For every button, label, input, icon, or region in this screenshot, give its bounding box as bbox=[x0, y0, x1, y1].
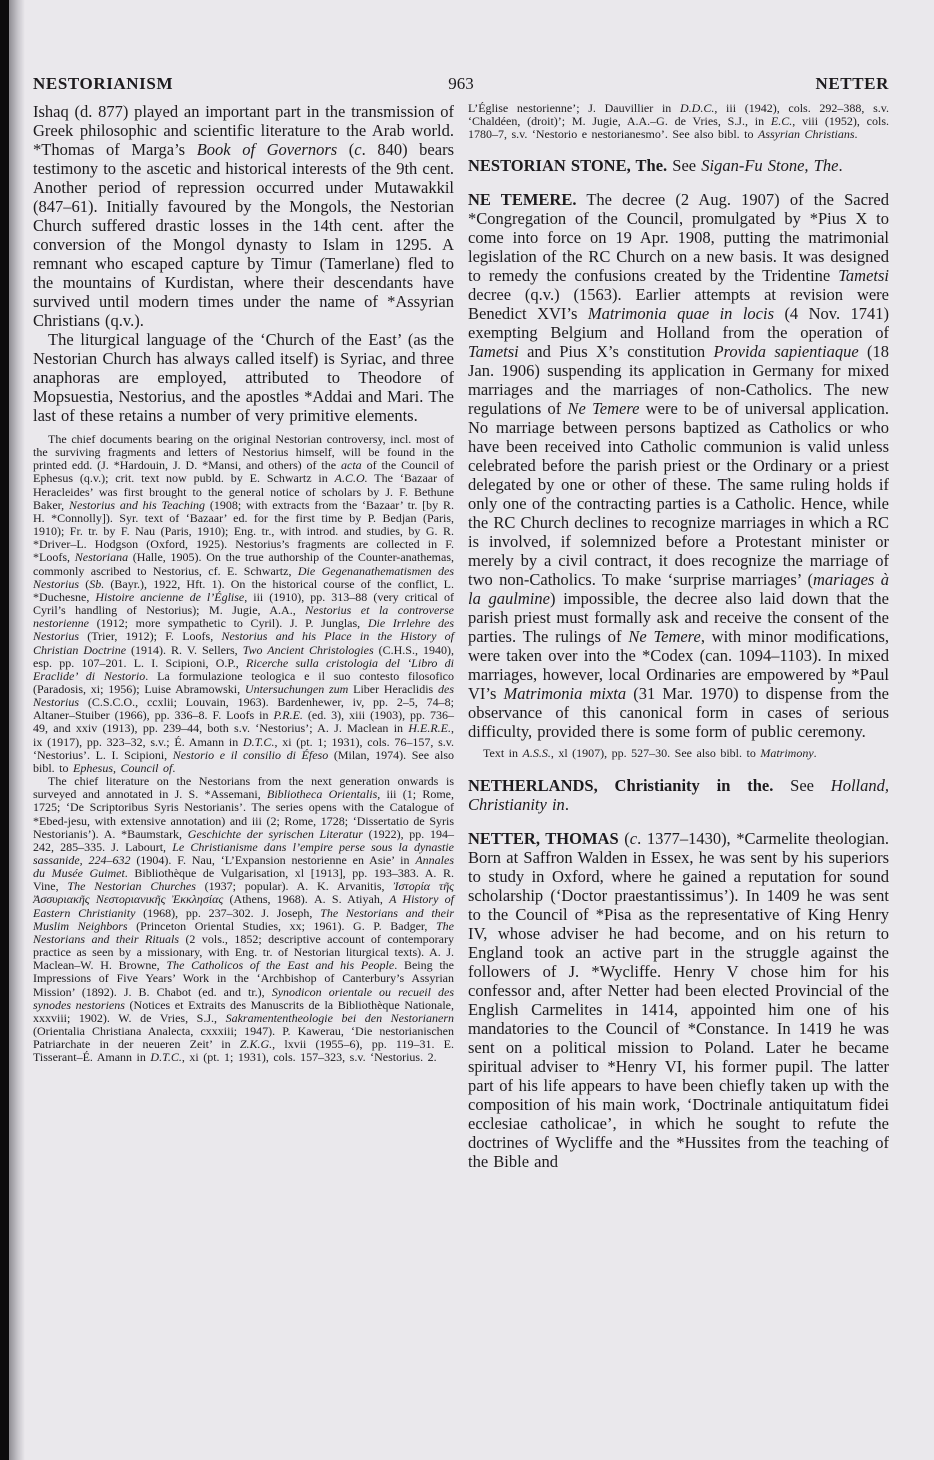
page-number: 963 bbox=[448, 74, 474, 93]
text-segment: See bbox=[773, 775, 831, 795]
running-head bbox=[33, 74, 889, 93]
text-segment: Two Ancient Christologies bbox=[242, 642, 374, 657]
page-gutter-shadow bbox=[9, 0, 25, 1460]
entry-netherlands bbox=[468, 776, 889, 814]
text-segment: Nestorius and his Place in the History of Christian Doctrine bbox=[33, 629, 454, 657]
text-segment: Die Gegenanathematismen des Nestorius bbox=[33, 563, 455, 591]
text-segment: . La formulazione teologica e il suo contesto filosofico (Paradosis, xi; 1956); Luise Abramowski, bbox=[33, 668, 454, 696]
text-segment: decree (q.v.) (1563). Earlier attempts at revision were Benedict XVI’s bbox=[468, 285, 889, 324]
text-segment: , iii (1910), pp. 313–88 (very critical of Cyril’s handling of Nestorius); M. Jugie, A.A., bbox=[33, 589, 454, 618]
text-segment: ) impossible, the decree also laid down that the parish priest must formally ask and receive the consent of the parties. The rulings of bbox=[468, 589, 889, 647]
text-segment: . 840) bears testimony to the ascetic and historical interests of the 9th cent. Another period of repression occurred under Mutawakkil (847–61). Initially favoured by the Mongols, the Nestorian Church suffered drastic losses in the 14th cent. after the conversion of the Mongol dynasty to Islam in 1295. A remnant who escaped capture by Timur (Tamerlane) fled to the mountains of Kurdistan, where their descendants have survived until modern times under the name of *Assyrian Christians (q.v.). bbox=[33, 140, 455, 330]
text-segment: (1937; popular). A. K. Arvanitis, bbox=[195, 879, 394, 894]
text-segment: Book of Governors bbox=[196, 140, 338, 159]
text-segment: Liber Heraclidis bbox=[348, 681, 438, 696]
text-segment: mariages à la gaulmine bbox=[468, 570, 889, 609]
text-segment: Nestorius and his Teaching bbox=[69, 497, 206, 512]
text-segment: Matrimonia mixta bbox=[503, 684, 627, 704]
left-column bbox=[33, 102, 454, 1171]
text-segment: ( bbox=[337, 140, 355, 159]
text-segment: The ‘Bazaar of Heracleides’ was first brought to the general notice of scholars by J. F. Bethune Baker, bbox=[33, 471, 454, 512]
text-segment: Nestorius et la controverse nestorienne bbox=[33, 603, 454, 631]
text-segment: , xi (pt. 1; 1931), cols. 76–157, s.v. ‘Nestorius’. L. I. Scipioni, bbox=[33, 734, 454, 762]
right-column bbox=[468, 102, 889, 1171]
text-segment: ( bbox=[618, 828, 630, 848]
text-segment: (1912; more sympathetic to Cyril). J. P. Junglas, bbox=[89, 616, 368, 631]
text-segment: , viii (1952), cols. 1780–7, s.v. ‘Nestorio e nestorianesmo’. See also bibl. to bbox=[468, 114, 889, 142]
text-segment: Ne Temere bbox=[567, 399, 640, 419]
text-segment: (2 vols., 1852; descriptive account of contemporary practice as seen by a missionary, with Eng. tr. of Nestorian liturgical texts). A. J. Maclean–W. H. Browne, bbox=[33, 931, 454, 973]
text-segment: Ishaq (d. 877) played an important part in the transmission of Greek philosophic and scientific literature to the Arab world. *Thomas of Marga’s bbox=[33, 102, 454, 159]
text-segment: and Pius X’s constitution bbox=[518, 342, 714, 362]
text-segment: (Athens, 1968). A. S. Atiyah, bbox=[223, 892, 390, 907]
text-columns bbox=[33, 102, 889, 1171]
text-segment: Text in bbox=[483, 746, 523, 761]
text-segment: Die Irrlehre des Nestorius bbox=[33, 616, 454, 644]
text-segment: des Nestorius bbox=[33, 681, 454, 710]
text-segment: c bbox=[629, 828, 638, 848]
text-segment: The chief literature on the Nestorians from the next generation onwards is surveyed and annotated in J. S. *Assemani, bbox=[33, 774, 454, 802]
text-segment: Ephesus, Council of bbox=[73, 760, 173, 775]
paragraph-ishaq-continuation bbox=[33, 102, 454, 330]
text-segment: (ed. 3), xiii (1903), pp. 736–49, and xxiv (1913), pp. 239–44, both s.v. ‘Nestorius’; A. J. Maclean in bbox=[33, 708, 455, 736]
text-segment: (1914). R. V. Sellers, bbox=[126, 642, 243, 657]
text-segment: were to be of universal application. No marriage between persons baptized as Catholics or who have been received into Catholic communion is valid unless celebrated before the parish priest or the Ordinary or a priest delegated by one or other of these. The same ruling holds if only one of the contracting parties is a Catholic. Hence, while the RC Church declines to recognize marriages in which a RC is involved, if solemnized before a Protestant minister or merely by a civil contract, it does recognize the marriage of two non-Catholics. To make ‘surprise marriages’ ( bbox=[468, 399, 890, 590]
text-segment: acta bbox=[341, 458, 362, 473]
text-segment: D.D.C. bbox=[679, 101, 715, 115]
text-segment: (1904). F. Nau, ‘L’Expansion nestorienne en Asie’ in bbox=[130, 853, 416, 867]
scan-left-edge bbox=[0, 0, 9, 1460]
text-segment: H.E.R.E. bbox=[408, 721, 451, 736]
text-segment: Ἰστορία τῆς Ἀσσυριακῆς Νεστοριανικῆς Ἐκκλησίας bbox=[33, 879, 455, 907]
text-segment: The Nestorian Churches bbox=[67, 879, 196, 894]
text-segment: (1922), pp. 194–242, 285–335. J. Labourt, bbox=[33, 826, 454, 854]
text-segment: Ne Temere bbox=[628, 627, 701, 647]
text-segment: , ix (1917), pp. 323–32, s.v.; É. Amann in bbox=[33, 721, 454, 749]
text-segment: , lxvii (1955–6), pp. 119–31. E. Tisserant–É. Amann in bbox=[33, 1037, 454, 1065]
text-segment: . bbox=[854, 127, 858, 142]
entry-netter bbox=[468, 829, 889, 1171]
running-head-right: NETTER bbox=[815, 74, 889, 93]
text-segment: Sakramententheologie bei den Nestorianern bbox=[225, 1010, 454, 1025]
bibliography-paragraph-1 bbox=[33, 433, 454, 775]
text-segment: The liturgical language of the ‘Church of the East’ (as the Nestorian Church has always called itself) is Syriac, and three anaphoras are employed, attributed to Theodore of Mopsuestia, Nestorius, and the apostles *Addai and Mari. The last of these retains a number of very primitive elements. bbox=[33, 330, 454, 425]
text-segment: (Halle, 1905). On the true authorship of the Counter-anathemas, commonly ascribed to Nestorius, cf. E. Schwartz, bbox=[33, 550, 454, 578]
text-segment: (31 Mar. 1970) to dispense from the observance of this canonical form in cases of serious difficulty, provided there is some form of public ceremony. bbox=[468, 684, 889, 742]
text-segment: Histoire ancienne de l’Église bbox=[95, 589, 245, 604]
text-segment: Nestorio e il consilio di Éfeso bbox=[172, 747, 329, 762]
text-segment: NETHERLANDS, Christianity in the. bbox=[468, 775, 774, 795]
text-segment: Sb. bbox=[89, 576, 105, 591]
text-segment: , xi (pt. 1; 1931), cols. 157–323, s.v. ‘Nestorius. 2. bbox=[181, 1050, 437, 1065]
entry-nestorian-stone bbox=[468, 156, 889, 175]
text-segment: (1968), pp. 237–302. J. Joseph, bbox=[135, 905, 321, 920]
text-segment: (Bayr.), 1922, Hft. 1). On the historical course of the conflict, L. *Duchesne, bbox=[33, 576, 454, 604]
text-segment: L’Église nestorienne’; J. Dauvillier in bbox=[468, 101, 680, 115]
text-segment: The decree (2 Aug. 1907) of the Sacred *Congregation of the Council, promulgated by *Pius X to come into force on 19 Apr. 1908, putting the matrimonial legislation of the RC Church on a new basis. It was designed to remedy the confusions created by the Tridentine bbox=[468, 190, 889, 286]
text-segment: Nestoriana bbox=[74, 550, 129, 565]
text-segment: Bibliotheca Orientalis bbox=[267, 787, 378, 802]
page-content bbox=[33, 74, 889, 1171]
text-segment: A.S.S. bbox=[522, 746, 551, 761]
text-segment: NE TEMERE. bbox=[468, 190, 577, 210]
text-segment: . Bibliothèque de Vulgarisation, xl [1913], pp. 193–383. A. R. Vine, bbox=[33, 866, 454, 894]
text-segment: (Milan, 1974). See also bibl. to bbox=[33, 747, 455, 775]
text-segment: . bbox=[813, 746, 817, 761]
text-segment: , iii (1942), cols. 292–388, s.v. ‘Chaldéen, (droit)’; M. Jugie, A.A.–G. de Vries, S.J., in bbox=[468, 101, 890, 129]
text-segment: Z.K.G. bbox=[239, 1037, 273, 1052]
text-segment: The chief documents bearing on the original Nestorian controversy, incl. most of the surviving fragments and letters of Nestorius himself, will be found in the printed edd. (J. *Hardouin, J. D. *Mansi, and others) of the bbox=[33, 432, 454, 473]
text-segment: NESTORIAN STONE, The. bbox=[468, 156, 668, 176]
text-segment: D.T.C. bbox=[242, 734, 275, 749]
text-segment: , with minor modifications, were taken over into the *Codex (can. 1094–1103). In mixed marriages, however, local Ordinaries are empowered by *Paul VI’s bbox=[468, 627, 890, 704]
text-segment: P.R.E. bbox=[273, 708, 303, 723]
text-segment: ( bbox=[79, 576, 90, 591]
text-segment: Annales du Musée Guimet bbox=[33, 853, 454, 881]
text-segment: Provida sapientiaque bbox=[713, 342, 859, 362]
text-segment: A History of Eastern Christianity bbox=[33, 892, 455, 920]
text-segment: , iii (1; Rome, 1725; ‘De Scriptoribus Syris Nestorianis’. The series opens with the Catalogue of *Ebed-jesu, with extensive annotation) and iii (2; Rome, 1728; ‘Dissertatio de Syris Nestorianis’). A. *Baumstark, bbox=[33, 787, 454, 841]
text-segment: , xl (1907), pp. 527–30. See also bibl. to bbox=[550, 746, 761, 761]
paragraph-liturgical-language bbox=[33, 330, 454, 425]
text-segment: (1908; with extracts from the ‘Bazaar’ tr. [by R. H. *Connolly]). Syr. text of ‘Bazaar’ ed. for the first time by P. Bedjan (Paris, 1910); Fr. tr. by F. Nau (Paris, 1910); Eng. tr., with introd. and studies, by G. R. *Driver–L. Hodgson (Oxford, 1925). Nestorius’s fragments are collected in F. *Loofs, bbox=[33, 497, 454, 565]
text-segment: (4 Nov. 1741) exempting Belgium and Holland from the operation of bbox=[468, 304, 889, 343]
text-segment: Le Christianisme dans l’empire perse sous la dynastie sassanide, 224–632 bbox=[33, 839, 455, 867]
text-segment: D.T.C. bbox=[150, 1050, 182, 1065]
text-segment: Holland, Christianity in bbox=[468, 775, 890, 814]
text-segment: Matrimonia quae in locis bbox=[587, 304, 775, 324]
text-segment: (18 Jan. 1906) suspending its application in Germany for mixed marriages and the marriages of non-Catholics. The new regulations of bbox=[468, 342, 890, 419]
text-segment: Geschichte der syrischen Literatur bbox=[187, 826, 363, 841]
text-segment: c bbox=[354, 140, 362, 159]
text-segment: The Catholicos of the East and his People bbox=[166, 958, 395, 973]
entry-ne-temere bbox=[468, 190, 889, 741]
running-head-left: NESTORIANISM bbox=[33, 74, 174, 93]
bibliography-paragraph-2 bbox=[33, 775, 454, 1064]
text-segment: . bbox=[172, 760, 176, 775]
text-segment: Assyrian Christians bbox=[758, 127, 855, 142]
text-segment: Sigan-Fu Stone, The bbox=[701, 156, 839, 176]
text-segment: E.C. bbox=[770, 114, 793, 129]
text-segment: Tametsi bbox=[838, 266, 889, 286]
text-segment: (Trier, 1912); F. Loofs, bbox=[79, 629, 222, 644]
text-segment: Tametsi bbox=[468, 342, 519, 362]
text-segment: The Nestorians and their Muslim Neighbors bbox=[33, 905, 455, 933]
text-segment: The Nestorians and their Rituals bbox=[33, 918, 454, 946]
text-segment: Ricerche sulla cristologia del ‘Libro di Eraclide’ di Nestorio bbox=[33, 655, 454, 683]
text-segment: . Being the Impressions of Five Years’ Work in the ‘Archbishop of Canterbury’s Assyrian Mission’ (1892). J. B. Chabot (ed. and tr.), bbox=[33, 958, 454, 999]
text-segment: Synodicon orientale ou recueil des synodes nestoriens bbox=[33, 984, 454, 1012]
text-segment: . 1377–1430), *Carmelite theologian. Born at Saffron Walden in Essex, he was sent by his superiors to study in Oxford, where he gained a reputation for sound scholarship (‘Doctor praestantissimus’). In 1409 he was sent to the Council of *Pisa as the representative of King Henry IV, whose adviser he had become, and on his return to England took an active part in the struggle against the followers of J. *Wycliffe. Henry V chose him for his confessor and, after Netter had been elected Provincial of the English Carmelites in 1414, appointed him one of his mandatories to the Council of *Constance. In 1419 he was sent on a political mission to Poland. Later he became spiritual adviser to *Henry VI, his former pupil. The latter part of his life appears to have been chiefly taken up with the composition of his main work, ‘Doctrinale antiquitatum fidei ecclesiae catholicae’, in which he sought to refute the doctrines of Wycliffe and the *Hussites from the teaching of the Bible and bbox=[468, 828, 889, 1171]
bibliography-note-ne-temere bbox=[468, 747, 889, 760]
text-segment: . bbox=[564, 794, 569, 814]
text-segment: (Notices et Extraits des Manuscrits de la Bibliothèque Nationale, xxxviii; 1902). W. de Vries, S.J., bbox=[33, 997, 454, 1025]
text-segment: (C.H.S., 1940), esp. pp. 107–201. L. I. Scipioni, O.P., bbox=[33, 642, 454, 670]
text-segment: (C.S.C.O., ccxlii; Louvain, 1963). Bardenhewer, iv, pp. 2–5, 74–8; Altaner–Stuiber (1966), pp. 336–8. F. Loofs in bbox=[33, 695, 454, 723]
text-segment: of the Council of Ephesus (q.v.); crit. text now publd. by E. Schwartz in bbox=[33, 458, 454, 486]
text-segment: Matrimony bbox=[760, 746, 814, 761]
bibliography-continuation bbox=[468, 102, 889, 141]
text-segment: NETTER, THOMAS bbox=[468, 828, 619, 848]
text-segment: Untersuchungen zum bbox=[244, 681, 349, 696]
text-segment: A.C.O. bbox=[334, 471, 368, 486]
text-segment: (Princeton Oriental Studies, xx; 1961). G. P. Badger, bbox=[127, 918, 436, 933]
text-segment: (Orientalia Christiana Analecta, cxxxiii; 1947). P. Kawerau, ‘Die nestorianischen Patriarchate in der neueren Zeit’ in bbox=[33, 1024, 454, 1052]
text-segment: See bbox=[667, 156, 702, 176]
text-segment: . bbox=[838, 156, 843, 176]
